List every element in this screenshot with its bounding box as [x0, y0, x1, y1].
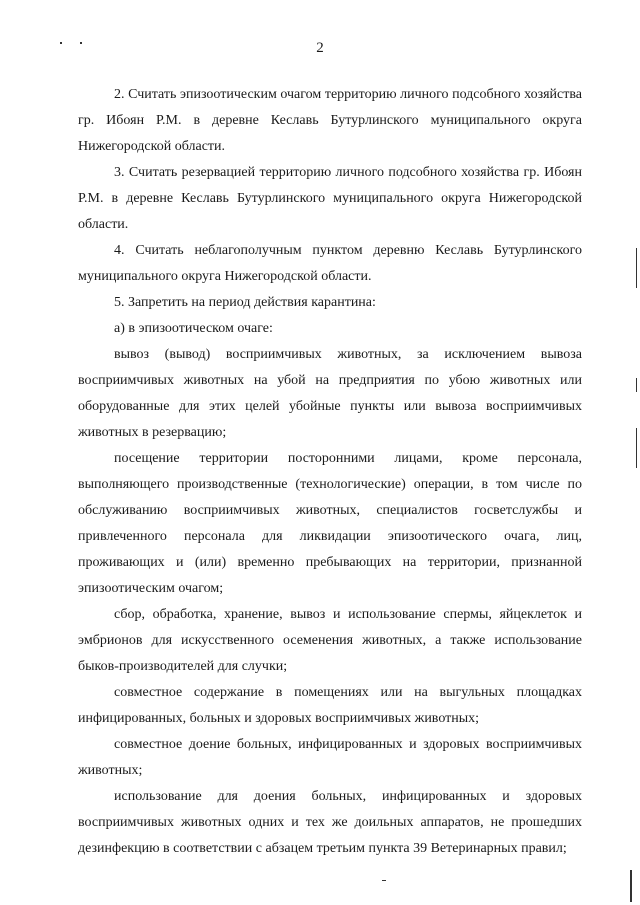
paragraph-subitem-a: а) в эпизоотическом очаге: — [114, 321, 273, 336]
paragraph-sperm-ban: сбор, обработка, хранение, вывоз и использование спермы, яйцеклеток и эмбрионов для искусственного осеменения животных, а также использование быков-производителей для случки; — [78, 607, 582, 674]
paragraph-equipment-ban: использование для доения больных, инфицированных и здоровых восприимчивых животных одних и тех же доильных аппаратов, не прошедших дезинфекцию в соответствии с абзацем третьим пункта 39 Ветеринарных правил; — [78, 789, 582, 856]
paragraph-item-5: 5. Запретить на период действия карантина: — [114, 295, 376, 310]
scan-edge-mark — [636, 378, 637, 392]
scan-dot-mark — [382, 880, 386, 881]
paragraph-item-3: 3. Считать резервацией территорию личного подсобного хозяйства гр. Ибоян Р.М. в деревне Кеславь Бутурлинского муниципального округа Нижегородской области. — [78, 165, 582, 232]
scan-edge-mark — [636, 428, 637, 468]
paragraph-visit-ban: посещение территории посторонними лицами, кроме персонала, выполняющего производственные (технологические) операции, в том числе по обслуживанию восприимчивых животных, специалистов госветслужбы и привлеченного персонала для ликвидации эпизоотического очага, лиц, проживающих и (или) временно пребывающих на территории, признанной эпизоотическим очагом; — [78, 451, 582, 596]
scan-dot-mark — [80, 42, 82, 44]
scan-edge-mark — [636, 248, 637, 288]
document-body — [78, 82, 582, 862]
paragraph-export-ban: вывоз (вывод) восприимчивых животных, за исключением вывоза восприимчивых животных на убой на предприятия по убою животных или оборудованные для этих целей убойные пункты или вывоза восприимчивых животных в резервацию; — [78, 347, 582, 440]
paragraph-item-4: 4. Считать неблагополучным пунктом деревню Кеславь Бутурлинского муниципального округа Нижегородской области. — [78, 243, 582, 284]
scan-edge-mark — [630, 870, 632, 902]
paragraph-housing-ban: совместное содержание в помещениях или на выгульных площадках инфицированных, больных и здоровых восприимчивых животных; — [78, 685, 582, 726]
page-number: 2 — [316, 40, 324, 56]
scan-dot-mark — [60, 42, 62, 44]
paragraph-milking-ban: совместное доение больных, инфицированных и здоровых восприимчивых животных; — [78, 737, 582, 778]
paragraph-item-2: 2. Считать эпизоотическим очагом территорию личного подсобного хозяйства гр. Ибоян Р.М. в деревне Кеславь Бутурлинского муниципального округа Нижегородской области. — [78, 87, 582, 154]
